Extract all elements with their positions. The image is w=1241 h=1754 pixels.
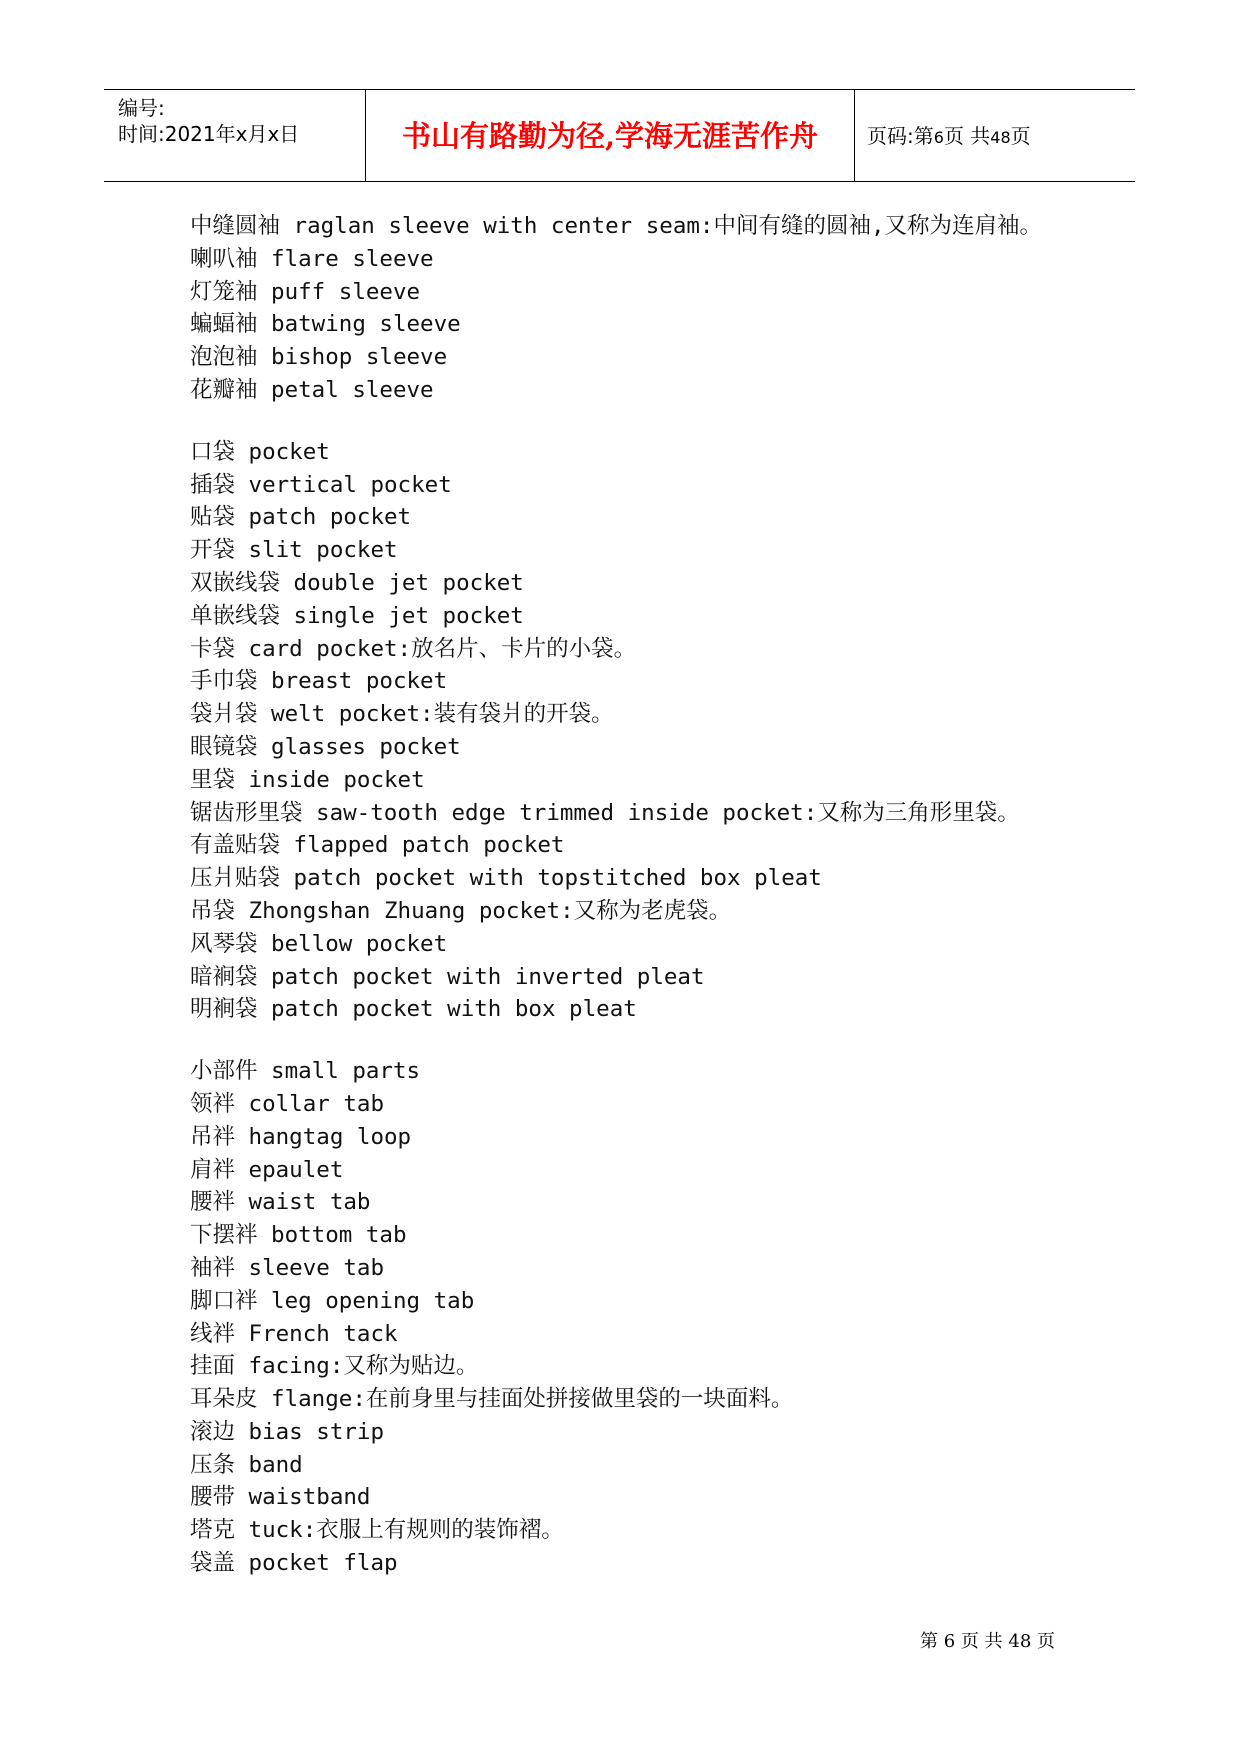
page-mid: 页 共 [943, 124, 991, 148]
glossary-entry: 眼镜袋 glasses pocket [190, 733, 461, 760]
page-prefix: 页码:第 [867, 124, 934, 148]
glossary-entry: 有盖贴袋 flapped patch pocket [190, 832, 565, 859]
glossary-entry: 挂面 facing:又称为贴边。 [190, 1353, 479, 1380]
glossary-entry: 线袢 French tack [190, 1320, 398, 1347]
page-total: 48 [990, 128, 1011, 147]
glossary-entry: 中缝圆袖 raglan sleeve with center seam:中间有缝的圆袖,又称为连肩袖。 [190, 213, 1043, 239]
header-motto-cell [366, 90, 855, 181]
glossary-entry: 双嵌线袋 double jet pocket [190, 569, 524, 596]
header-meta-cell [104, 90, 366, 181]
glossary-entry: 吊袋 Zhongshan Zhuang pocket:又称为老虎袋。 [190, 897, 732, 924]
glossary-entry: 脚口袢 leg opening tab [190, 1287, 475, 1314]
page-suffix: 页 [1010, 124, 1031, 148]
section-pockets [190, 436, 1150, 1026]
glossary-entry: 吊袢 hangtag loop [190, 1123, 412, 1150]
glossary-entry: 领袢 collar tab [190, 1090, 385, 1117]
glossary-entry: 喇叭袖 flare sleeve [190, 245, 434, 272]
glossary-entry: 单嵌线袋 single jet pocket [190, 602, 524, 629]
glossary-entry: 里袋 inside pocket [190, 766, 425, 793]
glossary-entry: 卡袋 card pocket:放名片、卡片的小袋。 [190, 635, 637, 662]
glossary-entry: 袋爿袋 welt pocket:装有袋爿的开袋。 [190, 701, 614, 728]
page-footer: 第 6 页 共 48 页 [920, 1631, 1055, 1652]
number-label: 编号: [118, 96, 165, 120]
glossary-entry: 袖袢 sleeve tab [190, 1254, 385, 1281]
glossary-entry: 暗裥袋 patch pocket with inverted pleat [190, 963, 705, 990]
header-page-cell [855, 90, 1135, 181]
glossary-entry: 小部件 small parts [190, 1058, 421, 1085]
glossary-entry: 口袋 pocket [190, 438, 330, 465]
glossary-entry: 风琴袋 bellow pocket [190, 930, 448, 957]
document-header [104, 89, 1135, 182]
page-info [867, 123, 1031, 151]
glossary-entry: 肩袢 epaulet [190, 1156, 344, 1183]
glossary-entry: 压条 band [190, 1451, 303, 1478]
glossary-content [190, 210, 1150, 1580]
glossary-entry: 明裥袋 patch pocket with box pleat [190, 996, 637, 1023]
glossary-entry: 灯笼袖 puff sleeve [190, 278, 421, 305]
glossary-entry: 插袋 vertical pocket [190, 471, 452, 498]
time-label: 时间:2021年x月x日 [118, 122, 300, 146]
glossary-entry: 耳朵皮 flange:在前身里与挂面处拼接做里袋的一块面料。 [190, 1386, 794, 1413]
glossary-entry: 泡泡袖 bishop sleeve [190, 344, 448, 371]
glossary-entry: 塔克 tuck:衣服上有规则的装饰褶。 [190, 1517, 564, 1544]
glossary-entry: 袋盖 pocket flap [190, 1550, 398, 1577]
glossary-entry: 腰带 waistband [190, 1484, 371, 1511]
motto-text: 书山有路勤为径,学海无涯苦作舟 [401, 119, 819, 153]
page-current: 6 [933, 128, 944, 147]
glossary-entry: 花瓣袖 petal sleeve [190, 376, 434, 403]
glossary-entry: 开袋 slit pocket [190, 537, 398, 564]
glossary-entry: 蝙蝠袖 batwing sleeve [190, 311, 461, 338]
glossary-entry: 手巾袋 breast pocket [190, 668, 448, 695]
glossary-entry: 腰袢 waist tab [190, 1189, 371, 1216]
glossary-entry: 贴袋 patch pocket [190, 504, 412, 531]
glossary-entry: 下摆袢 bottom tab [190, 1222, 407, 1249]
section-small-parts [190, 1055, 1150, 1580]
section-sleeves [190, 210, 1150, 407]
glossary-entry: 滚边 bias strip [190, 1418, 385, 1445]
glossary-entry: 锯齿形里袋 saw-tooth edge trimmed inside pocket:又称为三角形里袋。 [190, 799, 1020, 826]
glossary-entry: 压爿贴袋 patch pocket with topstitched box pleat [190, 865, 822, 892]
